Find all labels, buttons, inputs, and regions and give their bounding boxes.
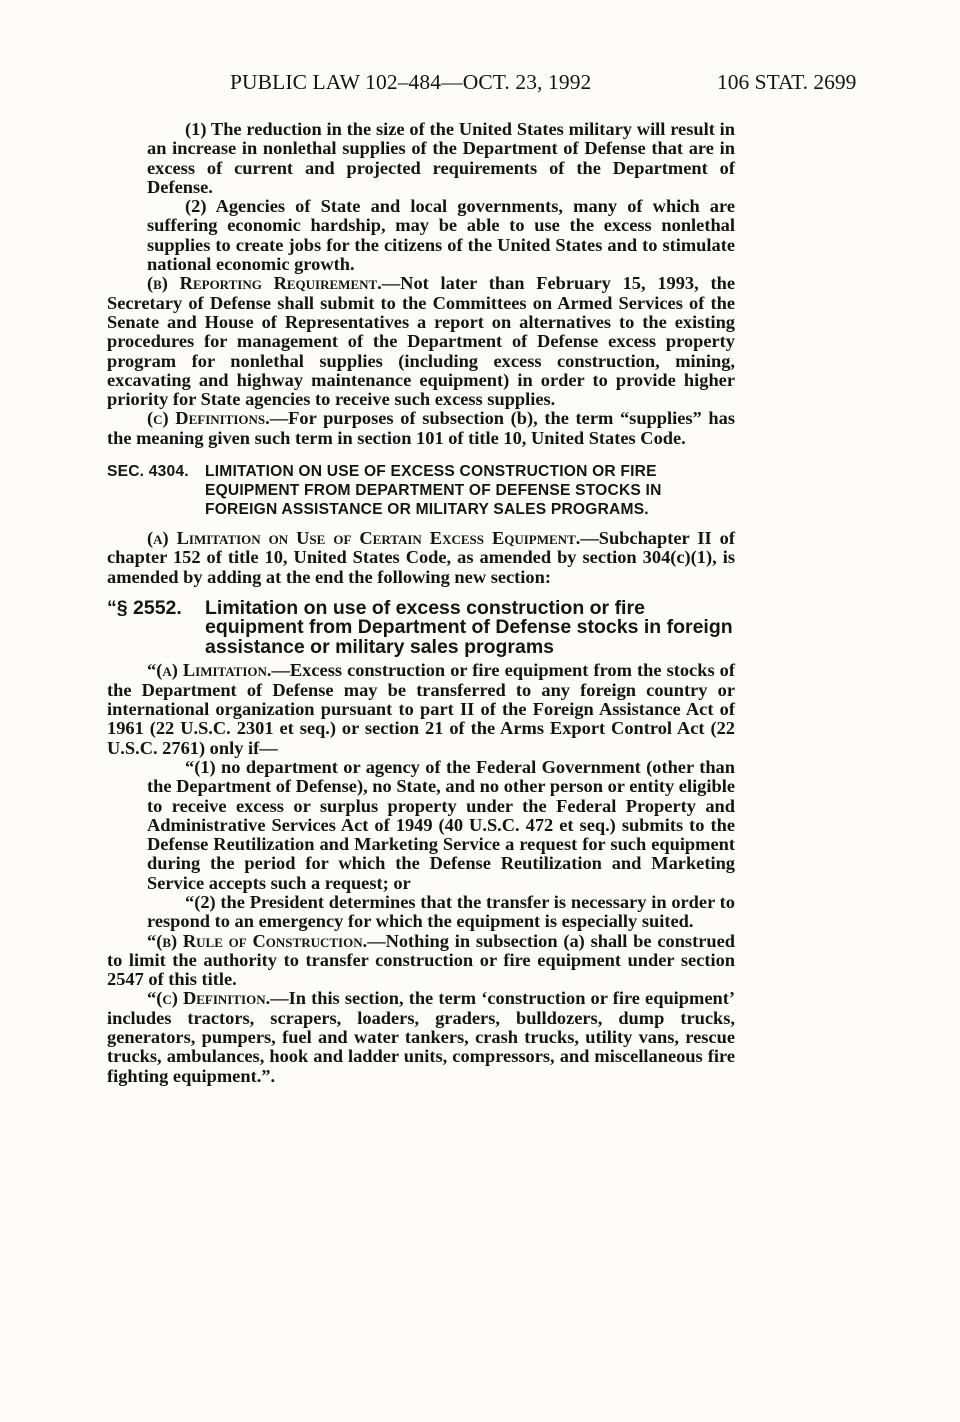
rule-text: —Nothing in subsection (a) shall be construed to limit the authority to transfer construction or fire equipment under section 2547 of this title. (107, 930, 735, 990)
finding-paragraph-2: (2) Agencies of State and local governments, many of which are suffering economic hardship, may be able to use the excess nonlethal supplies to create jobs for the citizens of the United States and to stimulate national economic growth. (147, 196, 735, 275)
section-4304-heading (107, 462, 735, 519)
definitions-label: (c) Definitions. (147, 408, 270, 429)
definition-paragraph (107, 989, 735, 1085)
document-body (107, 120, 735, 1086)
rule-label: “(b) Rule of Construction. (147, 930, 368, 951)
section-2552-number: “§ 2552. (107, 596, 182, 619)
section-number: SEC. 4304. (107, 463, 189, 481)
limitation-paragraph (107, 661, 735, 757)
section-2552-heading (107, 596, 735, 658)
limitation-item-2: “(2) the President determines that the transfer is necessary in order to respond to an emergency for which the equipment is especially suited. (147, 892, 735, 932)
amendment-text: —Subchapter II of chapter 152 of title 10, United States Code, as amended by section 304(c)(1), is amended by adding at the end the following new section: (107, 528, 735, 587)
reporting-requirement-paragraph (107, 274, 735, 409)
finding-paragraph-1: (1) The reduction in the size of the United States military will result in an increase in nonlethal supplies of the Department of Defense that are in excess of current and projected requirements of the Department of Defense. (147, 119, 735, 197)
definition-text: —In this section, the term ‘construction or fire equipment’ includes tractors, scrapers, loaders, graders, bulldozers, dump trucks, generators, pumpers, fuel and water tankers, crash trucks, utility vans, rescue trucks, ambulances, hook and ladder units, compressors, and miscellaneous fire fighting equipment.”. (107, 988, 735, 1086)
definitions-paragraph (107, 409, 735, 448)
page-number: 106 STAT. 2699 (717, 70, 857, 94)
running-head: PUBLIC LAW 102–484—OCT. 23, 1992 (230, 70, 592, 94)
reporting-requirement-text: —Not later than February 15, 1993, the Secretary of Defense shall submit to the Committees on Armed Services of the Senate and House of Representatives a report on alternatives to the existing procedures for management of the Department of Defense excess property program for nonlethal supplies (including excess construction, mining, excavating and highway maintenance equipment) in order to provide higher priority for State agencies to receive such excess supplies. (107, 273, 735, 410)
amendment-paragraph (107, 529, 735, 587)
amendment-label: (a) Limitation on Use of Certain Excess Equipment. (147, 528, 581, 549)
page-header (0, 70, 960, 104)
definitions-text: —For purposes of subsection (b), the term “supplies” has the meaning given such term in section 101 of title 10, United States Code. (107, 408, 735, 448)
reporting-requirement-label: (b) Reporting Requirement. (147, 273, 382, 294)
section-2552-title: Limitation on use of excess construction or fire equipment from Department of Defense stocks in foreign assistance or military sales programs (205, 596, 733, 658)
section-title: LIMITATION ON USE OF EXCESS CONSTRUCTION OR FIRE EQUIPMENT FROM DEPARTMENT OF DEFENSE STOCKS IN FOREIGN ASSISTANCE OR MILITARY SALES PROGRAMS. (205, 463, 662, 519)
limitation-text: —Excess construction or fire equipment from the stocks of the Department of Defense may be transferred to any foreign country or international organization pursuant to part II of the Foreign Assistance Act of 1961 (22 U.S.C. 2301 et seq.) or section 21 of the Arms Export Control Act (22 U.S.C. 2761) only if— (107, 660, 735, 758)
definition-label: “(c) Definition. (147, 988, 271, 1009)
limitation-label: “(a) Limitation. (147, 660, 272, 681)
limitation-item-1: “(1) no department or agency of the Federal Government (other than the Department of Defense), no State, and no other person or entity eligible to receive excess or surplus property under the Federal Property and Administrative Services Act of 1949 (40 U.S.C. 472 et seq.) submits to the Defense Reutilization and Marketing Service a request for such equipment during the period for which the Defense Reutilization and Marketing Service accepts such a request; or (147, 756, 735, 893)
rule-of-construction-paragraph (107, 932, 735, 990)
